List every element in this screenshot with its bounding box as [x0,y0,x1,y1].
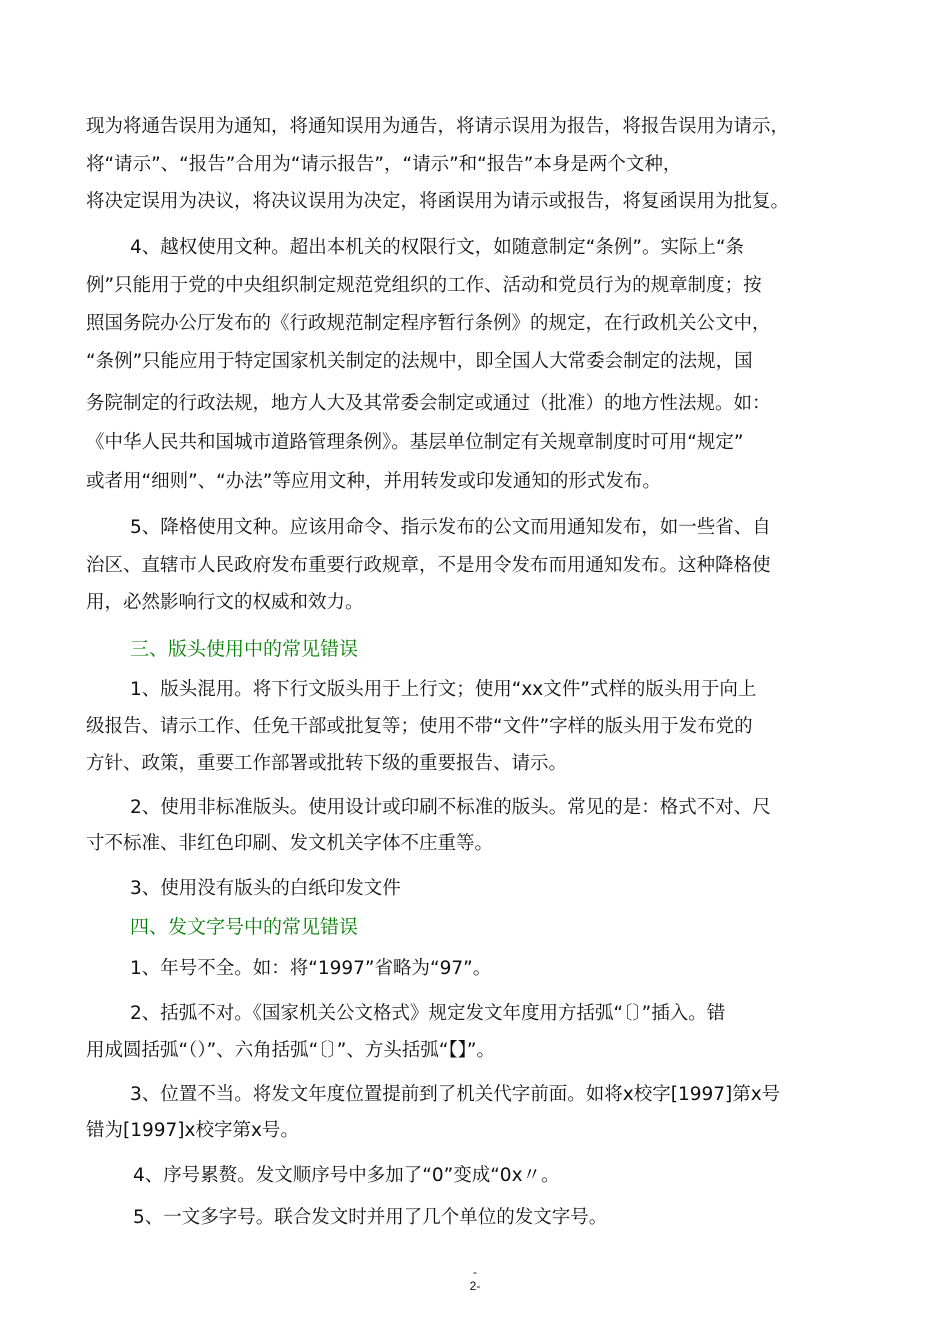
paragraph-line: 2、括弧不对。《国家机关公文格式》规定发文年度用方括弧“〔〕”插入。错 [130,1003,726,1024]
paragraph-line: 3、位置不当。将发文年度位置提前到了机关代字前面。如将x校字[1997]第x号 [130,1084,781,1105]
section-heading: 四、发文字号中的常见错误 [130,916,359,938]
paragraph-line: 现为将通告误用为通知，将通知误用为通告，将请示误用为报告，将报告误用为请示， [86,116,790,137]
paragraph-line: 2、使用非标准版头。使用设计或印刷不标准的版头。常见的是：格式不对、尺 [130,797,771,818]
paragraph-line: 方针、政策，重要工作部署或批转下级的重要报告、请示。 [86,753,568,774]
paragraph-line: 4、序号累赘。发文顺序号中多加了“0”变成“0x〃。 [133,1165,560,1186]
paragraph-line: 例”只能用于党的中央组织制定规范党组织的工作、活动和党员行为的规章制度；按 [86,275,762,296]
paragraph-line: 1、版头混用。将下行文版头用于上行文；使用“xx文件”式样的版头用于向上 [130,679,757,700]
paragraph-line: 错为[1997]x校字第x号。 [86,1120,299,1141]
paragraph-line: 4、越权使用文种。超出本机关的权限行文，如随意制定“条例”。实际上“条 [130,237,745,258]
footer-dash: - [473,1265,477,1279]
paragraph-line: 将“请示”、“报告”合用为“请示报告”，“请示”和“报告”本身是两个文种， [86,154,682,175]
paragraph-line: 用成圆括弧“（）”、六角括弧“〔〕”、方头括弧“【】”。 [86,1040,496,1061]
paragraph-line: 寸不标准、非红色印刷、发文机关字体不庄重等。 [86,833,494,854]
section-heading: 三、版头使用中的常见错误 [130,638,359,660]
paragraph-line: 5、一文多字号。联合发文时并用了几个单位的发文字号。 [133,1207,608,1228]
page-number: 2- [469,1279,481,1293]
paragraph-line: 将决定误用为决议，将决议误用为决定，将函误用为请示或报告，将复函误用为批复。 [86,191,790,212]
paragraph-line: 5、降格使用文种。应该用命令、指示发布的公文而用通知发布，如一些省、自 [130,517,771,538]
paragraph-line: 治区、直辖市人民政府发布重要行政规章，不是用令发布而用通知发布。这种降格使 [86,555,771,576]
paragraph-line: 级报告、请示工作、任免干部或批复等；使用不带“文件”字样的版头用于发布党的 [86,716,753,737]
paragraph-line: “条例”只能应用于特定国家机关制定的法规中，即全国人大常委会制定的法规，国 [86,351,753,372]
paragraph-line: 1、年号不全。如：将“1997”省略为“97”。 [130,958,492,979]
paragraph-line: 或者用“细则”、“办法”等应用文种，并用转发或印发通知的形式发布。 [86,471,661,492]
paragraph-line: 3、使用没有版头的白纸印发文件 [130,878,401,899]
paragraph-line: 《中华人民共和国城市道路管理条例》。基层单位制定有关规章制度时可用“规定” [86,432,744,453]
paragraph-line: 照国务院办公厅发布的《行政规范制定程序暂行条例》的规定，在行政机关公文中， [86,313,771,334]
paragraph-line: 务院制定的行政法规，地方人大及其常委会制定或通过（批准）的地方性法规。如： [86,393,771,414]
paragraph-line: 用，必然影响行文的权威和效力。 [86,592,364,613]
